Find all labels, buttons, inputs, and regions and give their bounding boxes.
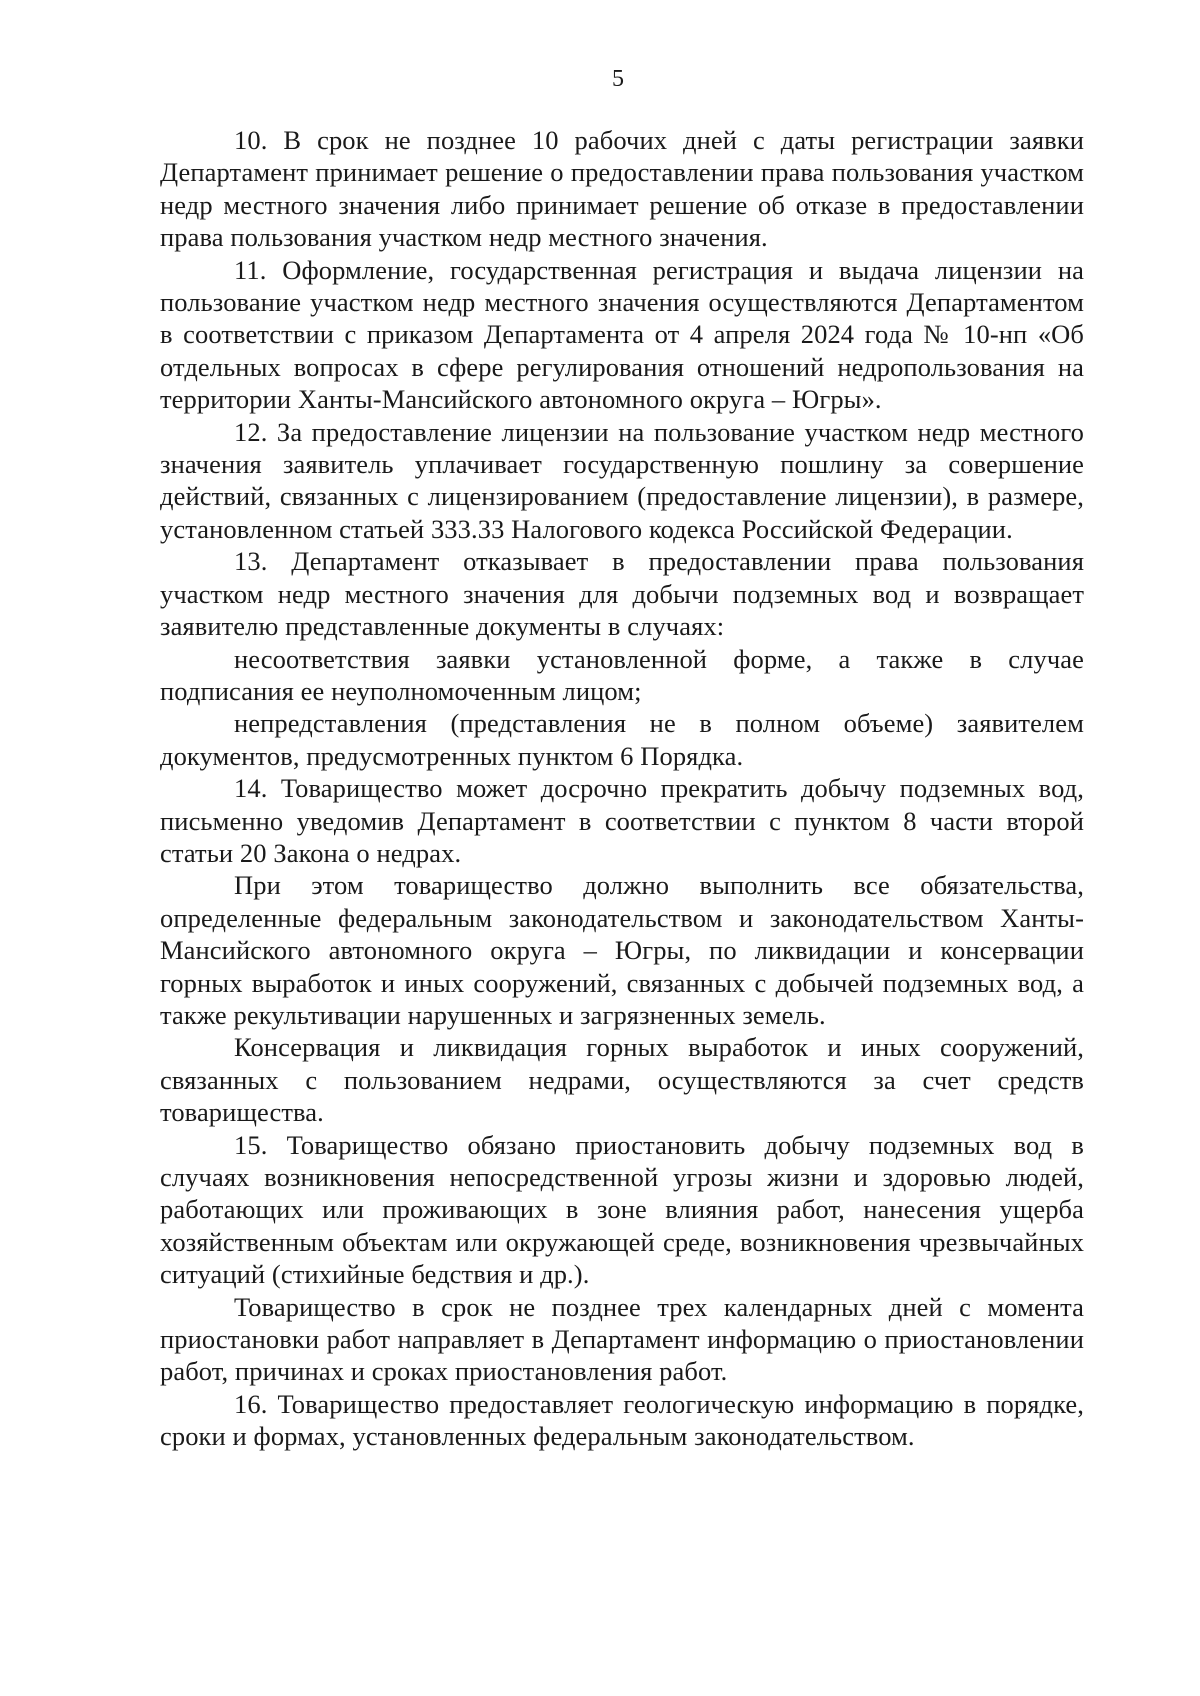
paragraph-15-suspension: 15. Товарищество обязано приостановить добычу подземных вод в случаях возникновения непосредственной угрозы жизни и здоровью людей, работающих или проживающих в зоне влияния работ, нанесения ущерба хозяйственным объектам или окружающей среде, возникновения чрезвычайных ситуаций (стихийные бедствия и др.). [160, 1129, 1084, 1290]
paragraph-14-early-termination: 14. Товарищество может досрочно прекратить добычу подземных вод, письменно уведомив Департамент в соответствии с пунктом 8 части второй статьи 20 Закона о недрах. [160, 773, 1084, 868]
paragraph-16-geological-info: 16. Товарищество предоставляет геологическую информацию в порядке, сроки и формах, установленных федеральным законодательством. [160, 1388, 1084, 1452]
document-body [160, 124, 1084, 1453]
refusal-ground-missing-documents: непредставления (представления не в полном объеме) заявителем документов, предусмотренных пунктом 6 Порядка. [160, 708, 1084, 771]
paragraph-10-decision-deadline: 10. В срок не позднее 10 рабочих дней с даты регистрации заявки Департамент принимает решение о предоставлении права пользования участком недр местного значения либо принимает решение об отказе в предоставлении права пользования участком недр местного значения. [160, 125, 1084, 253]
paragraph-13-refusal-grounds: 13. Департамент отказывает в предоставлении права пользования участком недр местного значения для добычи подземных вод и возвращает заявителю представленные документы в случаях: [160, 546, 1084, 642]
paragraph-11-license-registration: 11. Оформление, государственная регистрация и выдача лицензии на пользование участком недр местного значения осуществляются Департаментом в соответствии с приказом Департамента от 4 апреля 2024 года № 10-нп «Об отдельных вопросах в сфере регулирования отношений недропользования на территории Ханты-Мансийского автономного округа – Югры». [160, 254, 1084, 415]
paragraph-14-obligations: При этом товарищество должно выполнить все обязательства, определенные федеральным законодательством и законодательством Ханты-Мансийского автономного округа – Югры, по ликвидации и консервации горных выработок и иных сооружений, связанных с добычей подземных вод, а также рекультивации нарушенных и загрязненных земель. [160, 870, 1084, 1030]
paragraph-14-conservation-costs: Консервация и ликвидация горных выработок и иных сооружений, связанных с пользованием недрами, осуществляются за счет средств товарищества. [160, 1032, 1084, 1128]
paragraph-15-suspension-notice: Товарищество в срок не позднее трех календарных дней с момента приостановки работ направляет в Департамент информацию о приостановлении работ, причинах и сроках приостановления работ. [160, 1291, 1084, 1387]
paragraph-12-state-fee: 12. За предоставление лицензии на пользование участком недр местного значения заявитель уплачивает государственную пошлину за совершение действий, связанных с лицензированием (предоставление лицензии), в размере, установленном статьей 333.33 Налогового кодекса Российской Федерации. [160, 416, 1084, 544]
page-number: 5 [612, 66, 624, 92]
refusal-ground-form-mismatch: несоответствия заявки установленной форме, а также в случае подписания ее неуполномоченным лицом; [160, 643, 1084, 706]
